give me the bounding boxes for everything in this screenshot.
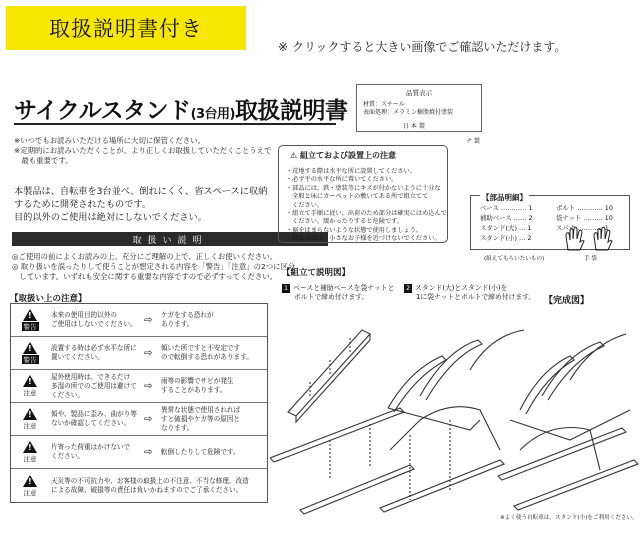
gloves-note: (組えてもらいたいもの) [484, 256, 545, 262]
parts-item: スパナ ………… 1 [556, 224, 609, 232]
warning-triangle-icon [11, 309, 49, 331]
parts-item: 補助ベース …… 2 [480, 214, 533, 222]
gloves-label: 手 袋 [584, 256, 597, 262]
parts-item: スタンド(小) … 2 [480, 234, 532, 242]
warning-level-tag: 注意 [23, 389, 37, 397]
step-1-line-2: ボルトで締め付けます。 [294, 293, 369, 301]
warning-triangle-icon: ⚠ [290, 151, 298, 160]
section-note-3: しています。いずれも安全に関する重要な内容ですので必ずすってください。 [12, 272, 278, 281]
parts-item: ベース ………… 1 [480, 204, 533, 212]
warning-text: 設置する時は必ず水平な所に 置いてください。 [51, 344, 137, 361]
warning-triangle-icon [11, 375, 49, 397]
title-small: (3台用) [190, 107, 235, 122]
warning-level-tag: 警告 [23, 323, 37, 331]
parts-item: ボルト ………… 10 [556, 204, 613, 212]
warning-level-tag: 警告 [23, 356, 37, 364]
assembly-caution-line: ・裾をはまらないような状態で使用しましょう。 [286, 226, 423, 234]
warning-result: 異常な状態で使用されれば すと破損やケガ等の原因と なります。 [161, 405, 241, 432]
title-rule [14, 123, 336, 125]
click-to-enlarge-note: ※ クリックすると大きい画像でご確認いただけます。 [278, 40, 567, 54]
warning-level-tag: 注意 [23, 488, 37, 497]
quality-label-box [356, 84, 482, 132]
arrow-right-icon: ⇨ [144, 380, 153, 392]
quality-label-head: 品質表示 [406, 89, 432, 97]
section-note-1: ◎ご使用の前によくお読みの上、充分にご理解の上で、正しくお使いください。 [12, 252, 277, 261]
warning-result: 雨等の影響でサビが発生 することがあります。 [161, 377, 234, 394]
assembly-caution-title-text: 組立ておよび設置上の注意 [299, 151, 396, 160]
parts-item: スタンド(大) … 1 [480, 224, 532, 232]
parts-item: 袋ナット ……… 10 [556, 214, 613, 222]
intro-line-1: 本製品は、自転車を3台並べ、倒れにくく、省スペースに収納 [14, 186, 268, 197]
warning-level-tag: 注意 [23, 455, 37, 463]
arrow-right-icon: ⇨ [144, 347, 153, 359]
step-2-number: 2 [406, 284, 411, 292]
intro-line-3: 目的以外のご使用は絶対にしないでください。 [14, 212, 207, 223]
brand-mark: ナ 製 [466, 138, 480, 145]
handling-caution-heading: 【取扱い上の注意】 [10, 294, 87, 304]
assembly-caution-line: 全般と床にカーペットの敷いてある所で組立てて [286, 193, 429, 201]
warning-row [11, 403, 267, 436]
assembly-illustration [270, 300, 640, 515]
quality-material: 材質：スチール [363, 101, 405, 108]
assembly-caution-line: ・荒地する際は水平な所に設置してください。 [286, 168, 416, 175]
warning-row [11, 436, 267, 469]
assembly-caution-line: ・必ず平の水平な所に置いてください。 [286, 176, 398, 184]
assembly-caution-line: ください。 [286, 201, 324, 209]
handling-section-bar: 取扱い説明 [12, 232, 328, 246]
intro-line-2: するために開発されたものです。 [14, 199, 152, 210]
title-tail: 取扱説明書 [235, 98, 348, 124]
quality-finish: 表面処理：メラミン樹脂焼付塗装 [363, 109, 454, 116]
assembly-diagram-title: 【組立て説明図】 [282, 268, 351, 278]
assembly-caution-line: ・部品の端は、小さなお子様を近づけないでください。 [286, 235, 441, 243]
assembly-caution-line: ・組立て手順に従い、出荷のため部分は確実にはめ込んで [286, 210, 447, 217]
warning-triangle-icon [11, 408, 49, 430]
step-1-number: 1 [284, 284, 289, 292]
completed-diagram-label: 【完成図】 [544, 296, 590, 306]
warning-row [11, 337, 267, 370]
warning-text: 傾や、製品に歪み、曲がり等 ないか確認してください。 [51, 410, 137, 427]
warning-text: 屋外使用時は、できるだけ 多湿の所でのご使用は避けて ください。 [51, 372, 137, 399]
warning-result: 傾いた所ですと不安定です ので転倒する恐れがあります。 [161, 344, 253, 361]
note-line-3: 最も重要です。 [14, 156, 73, 165]
warning-row [11, 370, 267, 403]
section-note-2: ◎ 取り扱いを誤ったりして使うことが想定される内容を「警告」「注意」の2つに区分 [12, 262, 296, 271]
arrow-right-icon: ⇨ [144, 446, 153, 458]
step-1-line-1: ベースと補助ベースを袋ナットと [293, 284, 395, 292]
warning-result: ケガをする恐れが あります。 [161, 311, 214, 328]
manual-title [14, 92, 348, 125]
warning-row [11, 469, 267, 502]
warning-text: 天災等の不可抗力や、お客様の取扱上の不注意、不当な修理、改造 による故障、破損等の責任は負いかねますのでご了承ください。 [51, 476, 249, 494]
diagram-footnote: ※よく使う自転車は、スタンド(小)をご利用ください。 [500, 515, 638, 521]
warning-text: 本来の使用目的以外の ご使用はしないでください。 [51, 311, 137, 328]
assembly-caution-line: ください。緩かったりすると危険です。 [286, 218, 404, 226]
warning-triangle-icon [11, 342, 49, 364]
manual-included-banner: 取扱説明書付き [6, 6, 246, 50]
warning-text: 片寄った荷重はかけないで ください。 [51, 443, 131, 460]
warning-table [10, 303, 268, 503]
step-2-line-1: スタンド(大)とスタンド(小)を [415, 284, 508, 292]
warning-row [11, 304, 267, 337]
parts-list-title: 【部品明細】 [482, 193, 527, 202]
assembly-caution-line: ・部品には、鉄・塗装等にキズが付かないように十分な [286, 184, 441, 192]
warning-triangle-icon [11, 441, 49, 463]
note-line-1: ※いつでもお読みいただける場所に大切に保管ください。 [14, 136, 205, 145]
quality-origin: 日 本 製 [403, 123, 425, 130]
arrow-right-icon: ⇨ [144, 413, 153, 425]
assembly-caution-title [290, 150, 396, 161]
gloves-icon [560, 226, 620, 252]
warning-result: 転倒したりして危険です。 [161, 447, 240, 456]
step-2-line-2: 1に袋ナットとボルトで締め付けます。 [416, 293, 536, 301]
warning-triangle-icon [11, 475, 49, 497]
warning-level-tag: 注意 [23, 422, 37, 430]
title-main: サイクルスタンド [14, 98, 191, 124]
arrow-right-icon: ⇨ [144, 314, 153, 326]
note-line-2: ※定期的にお読みいただくことが、より正しくお取扱していただくことうえで [14, 146, 272, 155]
